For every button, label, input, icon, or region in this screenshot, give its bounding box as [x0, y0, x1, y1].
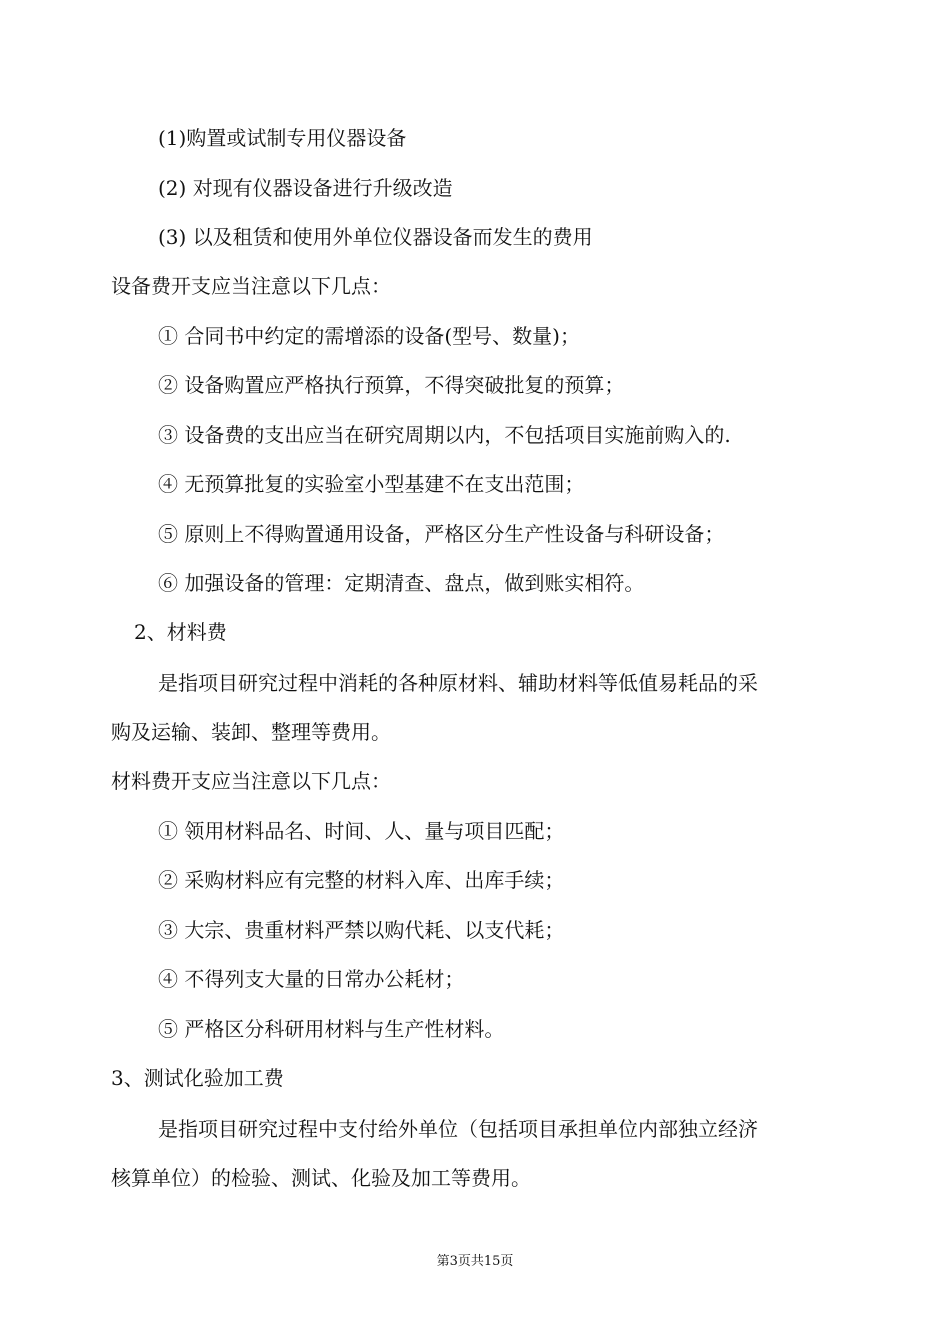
- equip-item-1: (1)购置或试制专用仪器设备: [158, 126, 407, 150]
- equip-note-6: ⑥ 加强设备的管理：定期清查、盘点，做到账实相符。: [158, 571, 645, 595]
- material-note-heading: 材料费开支应当注意以下几点：: [111, 769, 391, 793]
- testing-description-line-1: 是指项目研究过程中支付给外单位（包括项目承担单位内部独立经济: [158, 1117, 758, 1141]
- equip-note-5: ⑤ 原则上不得购置通用设备，严格区分生产性设备与科研设备；: [158, 522, 725, 546]
- equip-note-heading: 设备费开支应当注意以下几点：: [111, 274, 391, 298]
- testing-description-line-2: 核算单位）的检验、测试、化验及加工等费用。: [111, 1166, 531, 1190]
- equip-note-4: ④ 无预算批复的实验室小型基建不在支出范围；: [158, 472, 585, 496]
- materials-description-line-2: 购及运输、装卸、整理等费用。: [111, 720, 391, 744]
- equip-note-1: ① 合同书中约定的需增添的设备(型号、数量)；: [158, 324, 580, 348]
- section-heading-testing: 3、测试化验加工费: [111, 1066, 284, 1090]
- material-note-1: ① 领用材料品名、时间、人、量与项目匹配；: [158, 819, 565, 843]
- section-heading-materials: 2、材料费: [134, 620, 227, 644]
- equip-item-3: (3) 以及租赁和使用外单位仪器设备而发生的费用: [158, 225, 593, 249]
- material-note-4: ④ 不得列支大量的日常办公耗材；: [158, 967, 465, 991]
- page-footer: 第3页共15页: [436, 1254, 514, 1269]
- equip-note-2: ② 设备购置应严格执行预算，不得突破批复的预算；: [158, 373, 625, 397]
- material-note-2: ② 采购材料应有完整的材料入库、出库手续；: [158, 868, 565, 892]
- equip-note-3: ③ 设备费的支出应当在研究周期以内，不包括项目实施前购入的.: [158, 423, 731, 447]
- material-note-3: ③ 大宗、贵重材料严禁以购代耗、以支代耗；: [158, 918, 565, 942]
- equip-item-2: (2) 对现有仪器设备进行升级改造: [158, 176, 453, 200]
- material-note-5: ⑤ 严格区分科研用材料与生产性材料。: [158, 1017, 505, 1041]
- materials-description-line-1: 是指项目研究过程中消耗的各种原材料、辅助材料等低值易耗品的采: [158, 671, 758, 695]
